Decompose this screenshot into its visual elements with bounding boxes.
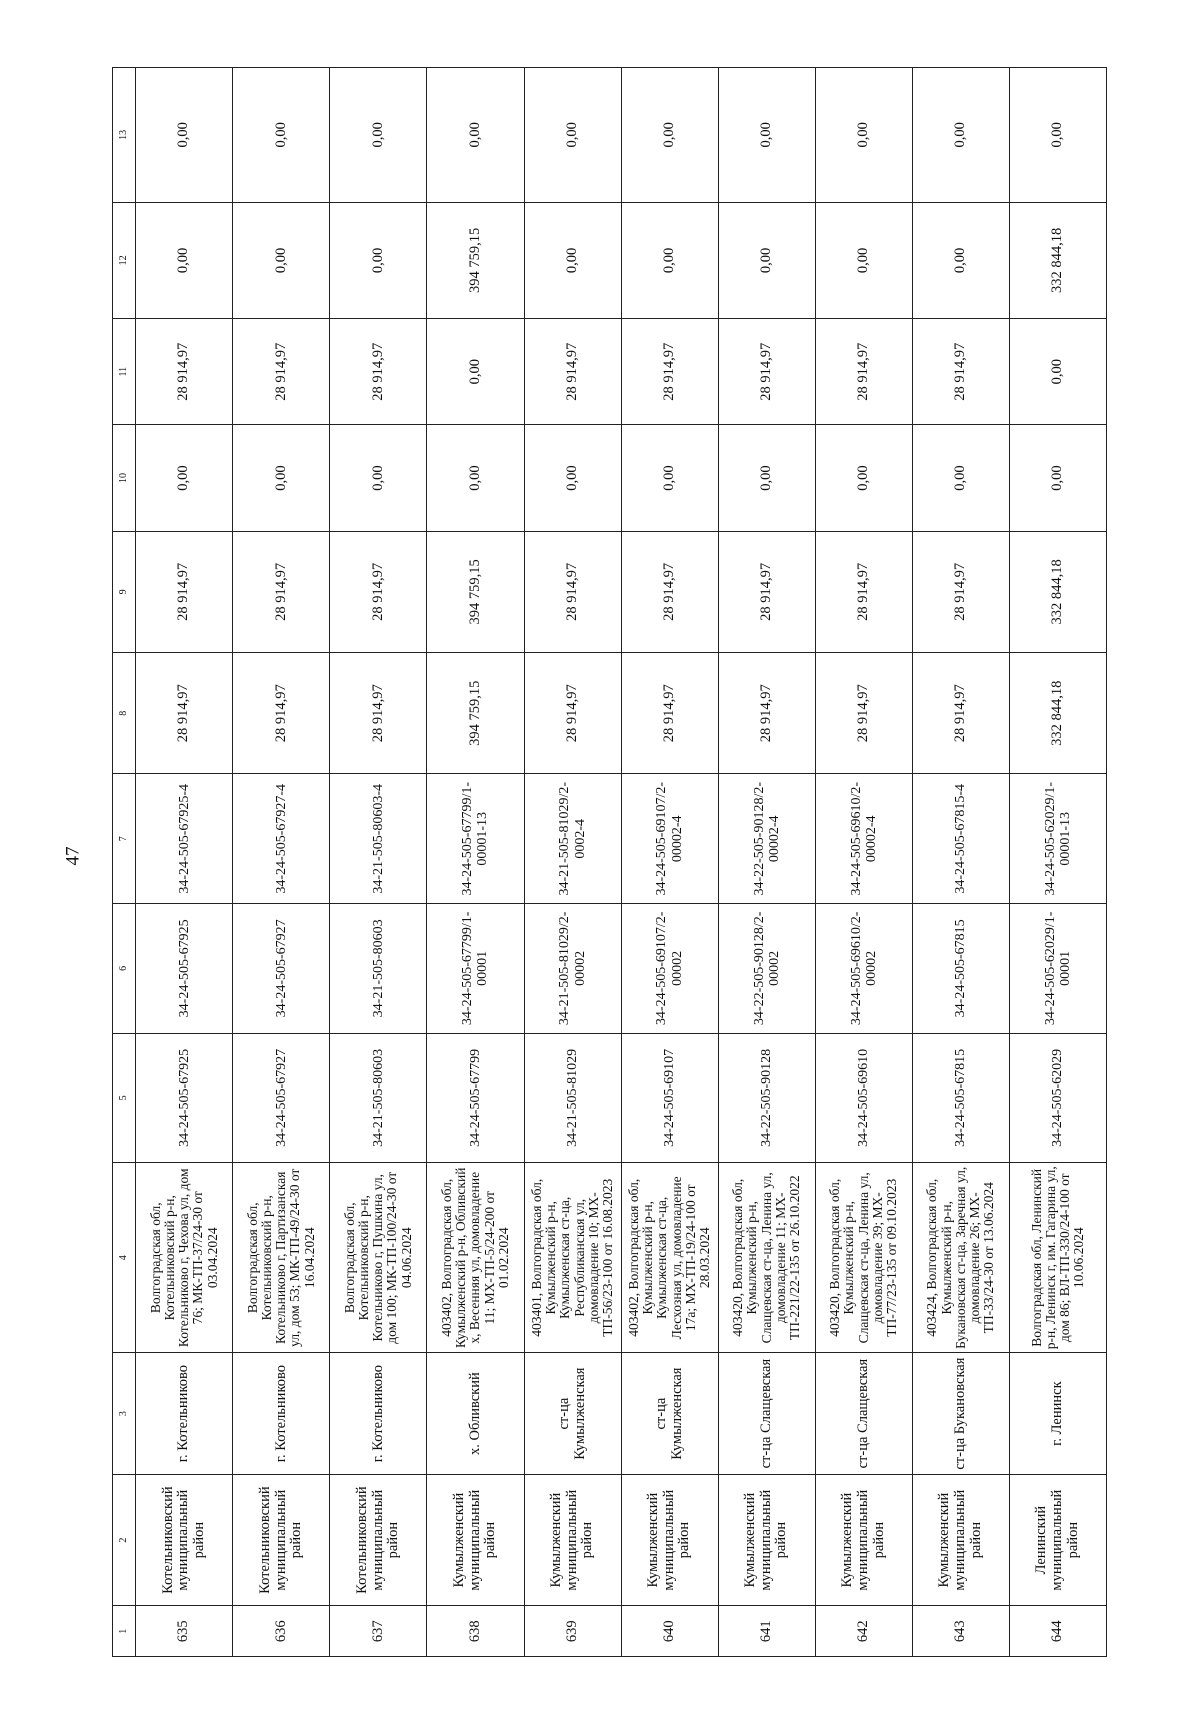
amount-cell: 0,00 bbox=[330, 202, 427, 318]
identifier-cell: 34-21-505-81029/2-0002-4 bbox=[524, 774, 621, 904]
amount-cell: 394 759,15 bbox=[427, 202, 524, 318]
cadastral-number-cell: 34-21-505-81029 bbox=[524, 1033, 621, 1163]
amount-cell: 0,00 bbox=[912, 425, 1009, 531]
row-number: 644 bbox=[1009, 1606, 1106, 1657]
column-number: 11 bbox=[113, 319, 136, 425]
address-cell: 403420, Волгоградская обл, Кумылженский р-н, Слащевская ст-ца, Ленина ул, домовладение 39; МХ-ТП-77/23-135 от 09.10.2023 bbox=[815, 1163, 912, 1353]
cadastral-number-cell: 34-24-505-69610 bbox=[815, 1033, 912, 1163]
amount-cell: 0,00 bbox=[621, 202, 718, 318]
identifier-cell: 34-24-505-69610/2-00002-4 bbox=[815, 774, 912, 904]
amount-cell: 0,00 bbox=[427, 319, 524, 425]
page-number: 47 bbox=[62, 846, 84, 866]
table-row bbox=[136, 68, 233, 1657]
amount-cell: 28 914,97 bbox=[330, 319, 427, 425]
amount-cell: 28 914,97 bbox=[621, 531, 718, 652]
amount-cell: 0,00 bbox=[621, 425, 718, 531]
address-cell: 403420, Волгоградская обл, Кумылженский р-н, Слащевская ст-ца, Ленина ул, домовладение 11; МХ-ТП-221/22-135 от 26.10.2022 bbox=[718, 1163, 815, 1353]
cadastral-number-cell: 34-24-505-69107 bbox=[621, 1033, 718, 1163]
amount-cell: 0,00 bbox=[1009, 425, 1106, 531]
locality-cell: ст-ца Слащевская bbox=[718, 1353, 815, 1474]
column-number: 6 bbox=[113, 904, 136, 1034]
amount-cell: 0,00 bbox=[815, 425, 912, 531]
amount-cell: 332 844,18 bbox=[1009, 653, 1106, 774]
amount-cell: 28 914,97 bbox=[912, 319, 1009, 425]
identifier-cell: 34-22-505-90128/2-00002-4 bbox=[718, 774, 815, 904]
district-cell: Кумылженский муниципальный район bbox=[718, 1474, 815, 1606]
amount-cell: 28 914,97 bbox=[233, 319, 330, 425]
table-row bbox=[718, 68, 815, 1657]
locality-cell: х. Обливский bbox=[427, 1353, 524, 1474]
amount-cell: 0,00 bbox=[330, 68, 427, 203]
amount-cell: 0,00 bbox=[524, 202, 621, 318]
amount-cell: 0,00 bbox=[621, 68, 718, 203]
amount-cell: 28 914,97 bbox=[621, 653, 718, 774]
amount-cell: 0,00 bbox=[912, 202, 1009, 318]
amount-cell: 28 914,97 bbox=[524, 653, 621, 774]
amount-cell: 28 914,97 bbox=[718, 653, 815, 774]
cadastral-number-cell: 34-24-505-62029 bbox=[1009, 1033, 1106, 1163]
identifier-cell: 34-24-505-67815-4 bbox=[912, 774, 1009, 904]
amount-cell: 0,00 bbox=[136, 68, 233, 203]
row-number: 638 bbox=[427, 1606, 524, 1657]
amount-cell: 28 914,97 bbox=[815, 531, 912, 652]
amount-cell: 28 914,97 bbox=[912, 653, 1009, 774]
cadastral-number-cell: 34-24-505-67815 bbox=[912, 1033, 1009, 1163]
table-row bbox=[330, 68, 427, 1657]
locality-cell: ст-ца Кумылженская bbox=[524, 1353, 621, 1474]
amount-cell: 0,00 bbox=[330, 425, 427, 531]
object-number-cell: 34-22-505-90128/2-00002 bbox=[718, 904, 815, 1034]
object-number-cell: 34-24-505-69107/2-00002 bbox=[621, 904, 718, 1034]
column-number: 9 bbox=[113, 531, 136, 652]
amount-cell: 332 844,18 bbox=[1009, 531, 1106, 652]
amount-cell: 28 914,97 bbox=[912, 531, 1009, 652]
object-number-cell: 34-24-505-67815 bbox=[912, 904, 1009, 1034]
cadastral-number-cell: 34-24-505-67799 bbox=[427, 1033, 524, 1163]
object-number-cell: 34-24-505-67927 bbox=[233, 904, 330, 1034]
row-number: 642 bbox=[815, 1606, 912, 1657]
locality-cell: ст-ца Букановская bbox=[912, 1353, 1009, 1474]
table-row bbox=[524, 68, 621, 1657]
amount-cell: 0,00 bbox=[233, 425, 330, 531]
address-cell: Волгоградская обл, Котельниковский р-н, Котельниково г, Чехова ул, дом 76; МК-ТП-37/24-30 от 03.04.2024 bbox=[136, 1163, 233, 1353]
cadastral-number-cell: 34-24-505-67925 bbox=[136, 1033, 233, 1163]
registry-table bbox=[112, 67, 1107, 1657]
cadastral-number-cell: 34-22-505-90128 bbox=[718, 1033, 815, 1163]
column-number: 7 bbox=[113, 774, 136, 904]
locality-cell: г. Котельниково bbox=[233, 1353, 330, 1474]
amount-cell: 28 914,97 bbox=[136, 653, 233, 774]
address-cell: 403402, Волгоградская обл, Кумылженский р-н, Обливский х, Весенняя ул, домовладение 11; МХ-ТП-5/24-200 от 01.02.2024 bbox=[427, 1163, 524, 1353]
district-cell: Кумылженский муниципальный район bbox=[524, 1474, 621, 1606]
object-number-cell: 34-21-505-81029/2-00002 bbox=[524, 904, 621, 1034]
amount-cell: 28 914,97 bbox=[815, 319, 912, 425]
amount-cell: 0,00 bbox=[427, 68, 524, 203]
locality-cell: г. Котельниково bbox=[136, 1353, 233, 1474]
column-number: 3 bbox=[113, 1353, 136, 1474]
amount-cell: 0,00 bbox=[912, 68, 1009, 203]
locality-cell: г. Котельниково bbox=[330, 1353, 427, 1474]
locality-cell: г. Ленинск bbox=[1009, 1353, 1106, 1474]
district-cell: Кумылженский муниципальный район bbox=[912, 1474, 1009, 1606]
column-number: 12 bbox=[113, 202, 136, 318]
object-number-cell: 34-24-505-67925 bbox=[136, 904, 233, 1034]
column-number: 5 bbox=[113, 1033, 136, 1163]
amount-cell: 28 914,97 bbox=[136, 531, 233, 652]
identifier-cell: 34-24-505-67925-4 bbox=[136, 774, 233, 904]
amount-cell: 28 914,97 bbox=[330, 653, 427, 774]
row-number: 640 bbox=[621, 1606, 718, 1657]
cadastral-number-cell: 34-21-505-80603 bbox=[330, 1033, 427, 1163]
identifier-cell: 34-24-505-67799/1-00001-13 bbox=[427, 774, 524, 904]
amount-cell: 0,00 bbox=[815, 202, 912, 318]
amount-cell: 0,00 bbox=[1009, 319, 1106, 425]
column-number: 10 bbox=[113, 425, 136, 531]
amount-cell: 0,00 bbox=[233, 202, 330, 318]
address-cell: Волгоградская обл, Котельниковский р-н, Котельниково г, Партизанская ул, дом 53; МК-ТП-49/24-30 от 16.04.2024 bbox=[233, 1163, 330, 1353]
table-row bbox=[427, 68, 524, 1657]
table-body bbox=[113, 68, 1107, 1657]
amount-cell: 0,00 bbox=[718, 425, 815, 531]
district-cell: Кумылженский муниципальный район bbox=[815, 1474, 912, 1606]
table-row bbox=[233, 68, 330, 1657]
identifier-cell: 34-24-505-62029/1-00001-13 bbox=[1009, 774, 1106, 904]
column-number: 4 bbox=[113, 1163, 136, 1353]
identifier-cell: 34-24-505-67927-4 bbox=[233, 774, 330, 904]
row-number: 636 bbox=[233, 1606, 330, 1657]
column-number: 2 bbox=[113, 1474, 136, 1606]
object-number-cell: 34-24-505-67799/1-00001 bbox=[427, 904, 524, 1034]
object-number-cell: 34-24-505-62029/1-00001 bbox=[1009, 904, 1106, 1034]
amount-cell: 0,00 bbox=[815, 68, 912, 203]
address-cell: 403402, Волгоградская обл, Кумылженский р-н, Кумылженская ст-ца, Лесхозная ул, домовладение 17а; МХ-ТП-19/24-100 от 28.03.2024 bbox=[621, 1163, 718, 1353]
rotated-table-frame bbox=[112, 67, 1107, 1657]
amount-cell: 0,00 bbox=[718, 68, 815, 203]
district-cell: Котельниковский муниципальный район bbox=[136, 1474, 233, 1606]
amount-cell: 0,00 bbox=[524, 425, 621, 531]
row-number: 635 bbox=[136, 1606, 233, 1657]
amount-cell: 28 914,97 bbox=[233, 653, 330, 774]
district-cell: Котельниковский муниципальный район bbox=[233, 1474, 330, 1606]
column-number-row bbox=[113, 68, 136, 1657]
locality-cell: ст-ца Слащевская bbox=[815, 1353, 912, 1474]
table-row bbox=[815, 68, 912, 1657]
address-cell: 403401, Волгоградская обл, Кумылженский р-н, Кумылженская ст-ца, Республиканская ул, домовладение 10; МХ-ТП-56/23-100 от 16.08.2023 bbox=[524, 1163, 621, 1353]
column-number: 1 bbox=[113, 1606, 136, 1657]
object-number-cell: 34-24-505-69610/2-00002 bbox=[815, 904, 912, 1034]
amount-cell: 28 914,97 bbox=[524, 319, 621, 425]
table-row bbox=[912, 68, 1009, 1657]
amount-cell: 28 914,97 bbox=[330, 531, 427, 652]
cadastral-number-cell: 34-24-505-67927 bbox=[233, 1033, 330, 1163]
row-number: 643 bbox=[912, 1606, 1009, 1657]
amount-cell: 332 844,18 bbox=[1009, 202, 1106, 318]
row-number: 641 bbox=[718, 1606, 815, 1657]
column-number: 13 bbox=[113, 68, 136, 203]
row-number: 639 bbox=[524, 1606, 621, 1657]
row-number: 637 bbox=[330, 1606, 427, 1657]
locality-cell: ст-ца Кумылженская bbox=[621, 1353, 718, 1474]
amount-cell: 0,00 bbox=[136, 202, 233, 318]
amount-cell: 0,00 bbox=[1009, 68, 1106, 203]
district-cell: Кумылженский муниципальный район bbox=[427, 1474, 524, 1606]
amount-cell: 0,00 bbox=[136, 425, 233, 531]
identifier-cell: 34-24-505-69107/2-00002-4 bbox=[621, 774, 718, 904]
amount-cell: 0,00 bbox=[427, 425, 524, 531]
district-cell: Котельниковский муниципальный район bbox=[330, 1474, 427, 1606]
amount-cell: 0,00 bbox=[718, 202, 815, 318]
amount-cell: 28 914,97 bbox=[136, 319, 233, 425]
district-cell: Ленинский муниципальный район bbox=[1009, 1474, 1106, 1606]
amount-cell: 28 914,97 bbox=[524, 531, 621, 652]
amount-cell: 28 914,97 bbox=[718, 531, 815, 652]
amount-cell: 0,00 bbox=[233, 68, 330, 203]
table-row bbox=[1009, 68, 1106, 1657]
column-number: 8 bbox=[113, 653, 136, 774]
identifier-cell: 34-21-505-80603-4 bbox=[330, 774, 427, 904]
amount-cell: 28 914,97 bbox=[815, 653, 912, 774]
amount-cell: 28 914,97 bbox=[233, 531, 330, 652]
object-number-cell: 34-21-505-80603 bbox=[330, 904, 427, 1034]
amount-cell: 394 759,15 bbox=[427, 653, 524, 774]
amount-cell: 0,00 bbox=[524, 68, 621, 203]
district-cell: Кумылженский муниципальный район bbox=[621, 1474, 718, 1606]
address-cell: Волгоградская обл, Котельниковский р-н, Котельниково г, Пушкина ул, дом 100; МК-ТП-100/24-30 от 04.06.2024 bbox=[330, 1163, 427, 1353]
amount-cell: 28 914,97 bbox=[621, 319, 718, 425]
table-row bbox=[621, 68, 718, 1657]
address-cell: Волгоградская обл, Ленинский р-н, Ленинск г, им. Гагарина ул, дом 86; ВЛ-ТП-330/24-100 от 10.06.2024 bbox=[1009, 1163, 1106, 1353]
address-cell: 403424, Волгоградская обл, Кумылженский р-н, Букановская ст-ца, Заречная ул, домовладение 26; МХ-ТП-33/24-30 от 13.06.2024 bbox=[912, 1163, 1009, 1353]
amount-cell: 28 914,97 bbox=[718, 319, 815, 425]
amount-cell: 394 759,15 bbox=[427, 531, 524, 652]
